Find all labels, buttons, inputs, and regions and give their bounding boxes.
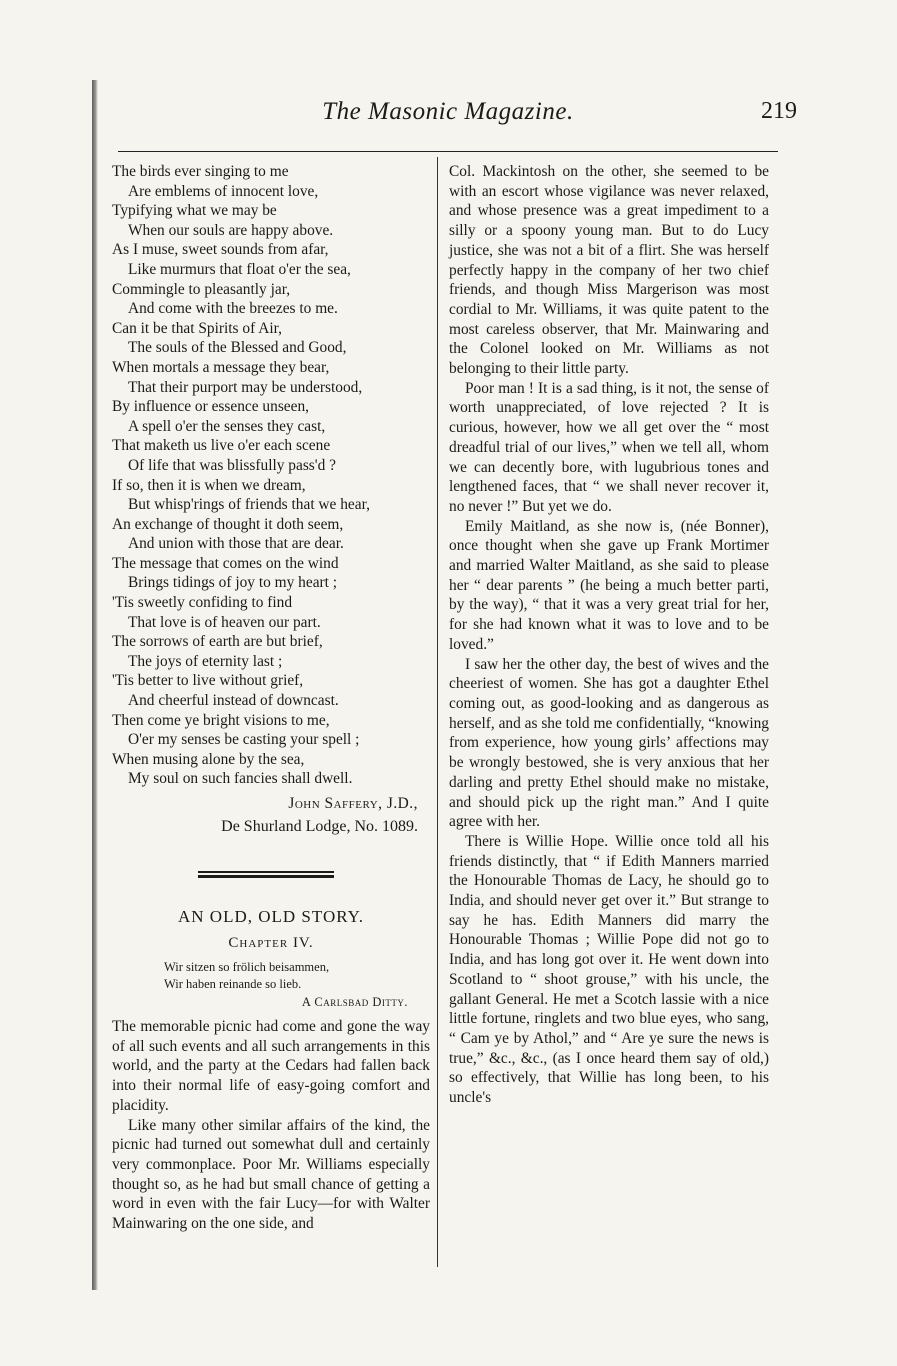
poem-line: An exchange of thought it doth seem, — [112, 515, 344, 533]
binding-edge — [92, 80, 98, 1290]
poem-signature — [112, 793, 430, 839]
chapter-heading: Chapter IV. — [228, 935, 314, 951]
epigraph-line: Wir haben reinande so lieb. — [164, 977, 302, 991]
poem-line: 'Tis better to live without grief, — [112, 672, 304, 690]
poem-line: Brings tidings of joy to my heart ; — [128, 574, 338, 592]
magazine-title: The Masonic Magazine. — [322, 98, 574, 125]
poem-line: And union with those that are dear. — [128, 535, 344, 553]
poem-line: Typifying what we may be — [112, 202, 277, 220]
poem-line: Commingle to pleasantly jar, — [112, 280, 291, 298]
story-title: AN OLD, OLD STORY. — [178, 907, 364, 926]
paragraph: Col. Mackintosh on the other, she seemed to be with an escort whose vigilance was never relaxed, and whose presence was a great impediment to a silly or a spoony young man. But to do Lucy justice, she was not a bit of a flirt. She was herself perfectly happy in the company of her two chief friends, and though Miss Margerison was most cordial to Mr. Williams, it was quite patent to the most careless observer, that Mr. Mainwaring and the Colonel looked on Mr. Williams as not belonging to their little party. — [449, 163, 769, 378]
poem-line: When our souls are happy above. — [128, 221, 334, 239]
header-rule — [118, 151, 778, 152]
paragraph: Emily Maitland, as she now is, (née Bonner), once thought when she gave up Frank Mortimer and married Walter Maitland, as she said to please her “ dear parents ” (he being a much better parti, by the way), “ that it was a very great trial for her, for she had known what it was to love and to be loved.” — [449, 517, 769, 653]
ornament-rule — [198, 875, 334, 878]
poem-author: John Saffery, J.D., — [288, 795, 418, 812]
story-left-text — [112, 1017, 430, 1234]
poem-line: That love is of heaven our part. — [128, 613, 321, 631]
poem-line: Can it be that Spirits of Air, — [112, 319, 282, 337]
poem-line: If so, then it is when we dream, — [112, 476, 306, 494]
column-divider — [437, 157, 438, 1267]
left-column — [112, 162, 430, 1234]
section-ornament — [112, 863, 430, 893]
poem-line: And cheerful instead of downcast. — [128, 692, 339, 710]
poem-line: When mortals a message they bear, — [112, 358, 330, 376]
running-head — [118, 96, 797, 136]
poem-line: Are emblems of innocent love, — [128, 182, 319, 200]
poem-line: O'er my senses be casting your spell ; — [128, 731, 360, 749]
poem-line: A spell o'er the senses they cast, — [128, 417, 326, 435]
poem-line: That maketh us live o'er each scene — [112, 437, 331, 455]
paragraph: The memorable picnic had come and gone the way of all such events and all such arrangements in this world, and the party at the Cedars had fallen back into their normal life of easy-going comfort and placidity. — [112, 1018, 430, 1114]
paragraph: I saw her the other day, the best of wives and the cheeriest of women. She has got a daughter Ethel coming out, as good-looking and as dangerous as herself, and as she told me confidentially, “knowing from experience, how young girls’ affections may be wrongly bestowed, she is very anxious that her darling and pretty Ethel should make no mistake, and should pick up the right man.” And I quite agree with her. — [449, 655, 769, 831]
poem-line: Then come ye bright visions to me, — [112, 711, 330, 729]
poem-line: The sorrows of earth are but brief, — [112, 633, 323, 651]
poem-line: Of life that was blissfully pass'd ? — [128, 456, 336, 474]
poem-line: By influence or essence unseen, — [112, 398, 310, 416]
poem-line: As I muse, sweet sounds from afar, — [112, 241, 329, 259]
poem-line: That their purport may be understood, — [128, 378, 363, 396]
poem-line: And come with the breezes to me. — [128, 300, 338, 318]
poem-line: When musing alone by the sea, — [112, 750, 305, 768]
poem-line: 'Tis sweetly confiding to find — [112, 594, 293, 612]
page-number: 219 — [761, 98, 797, 124]
right-column — [449, 162, 769, 1108]
epigraph-line: Wir sitzen so frölich beisammen, — [164, 960, 330, 974]
poem-line: But whisp'rings of friends that we hear, — [128, 496, 370, 514]
ornament-rule — [198, 871, 334, 873]
paragraph: Poor man ! It is a sad thing, is it not, the sense of worth unappreciated, of love rejected ? It is curious, however, how we all get over the “ most dreadful trial of our lives,” when we tell all, whom we can decently bore, with lugubrious tones and lengthened faces, that “ we shall never recover it, no never !” But yet we do. — [449, 379, 769, 515]
poem — [112, 162, 430, 789]
poem-line: The birds ever singing to me — [112, 163, 289, 180]
poem-line: My soul on such fancies shall dwell. — [128, 770, 353, 788]
poem-line: The message that comes on the wind — [112, 554, 339, 572]
poem-line: The souls of the Blessed and Good, — [128, 339, 347, 357]
poem-lodge: De Shurland Lodge, No. 1089. — [221, 818, 418, 835]
epigraph — [112, 959, 430, 1011]
poem-line: The joys of eternity last ; — [128, 652, 283, 670]
paragraph: There is Willie Hope. Willie once told all his friends distinctly, that “ if Edith Manners married the Honourable Thomas de Lacy, he should go to India, and should never get over it.” But strange to say he has. Edith Manners did marry the Honourable Thomas ; Willie Pope did not go to India, and has long got over it. He went down into Scotland to “ shoot grouse,” with his uncle, the gallant General. He met a Scotch lassie with a nice little fortune, ringlets and two blue eyes, who sang, “ Cam ye by Athol,” and “ Are ye sure the news is true,” &c., &c., (as I once heard them say of old,) so effectively, that Willie has long been, to his uncle's — [449, 832, 769, 1107]
paragraph: Like many other similar affairs of the kind, the picnic had turned out somewhat dull and certainly very commonplace. Poor Mr. Williams especially thought so, as he had but small chance of getting a word in even with the fair Lucy—for with Walter Mainwaring on the one side, and — [112, 1116, 430, 1233]
poem-line: Like murmurs that float o'er the sea, — [128, 260, 351, 278]
epigraph-attribution: A Carlsbad Ditty. — [301, 995, 408, 1009]
